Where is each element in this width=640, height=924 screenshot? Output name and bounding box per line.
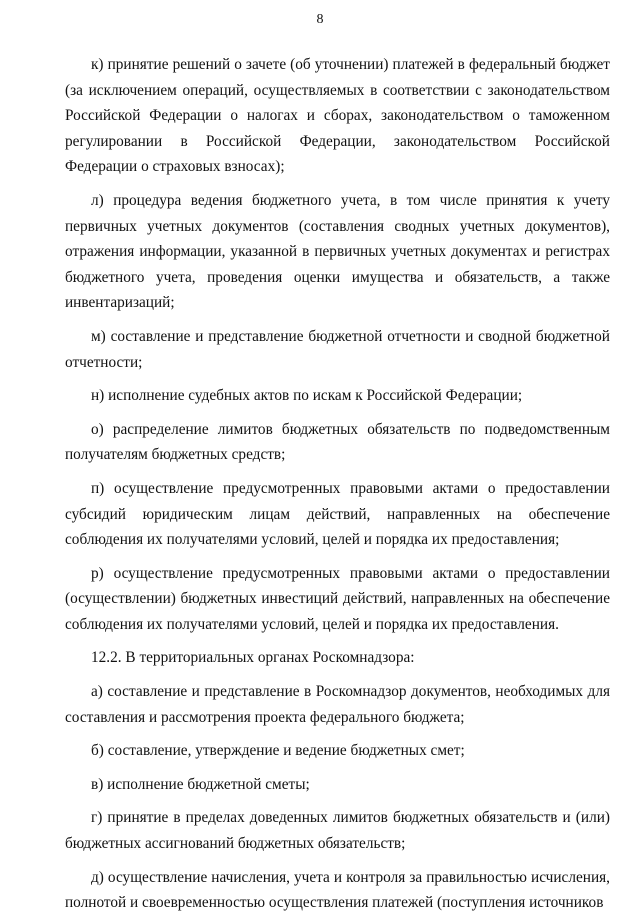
paragraph-k: к) принятие решений о зачете (об уточнении) платежей в федеральный бюджет (за исключением операций, осуществляемых в соответствии с законодательством Российской Федерации о налогах и сборах, законодательством о таможенном регулировании в Российской Федерации, законодательством Российской Федерации о страховых взносах); [65, 56, 610, 176]
paragraph-g: г) принятие в пределах доведенных лимитов бюджетных обязательств и (или) бюджетных ассигнований бюджетных обязательств; [65, 809, 610, 853]
paragraph-d: д) осуществление начисления, учета и контроля за правильностью исчисления, полнотой и своевременностью осуществления платежей (поступления источников [65, 868, 610, 912]
paragraph-n: н) исполнение судебных актов по искам к Российской Федерации; [91, 387, 523, 405]
document-body [65, 52, 610, 924]
paragraph-l: л) процедура ведения бюджетного учета, в том числе принятия к учету первичных учетных документов (составления сводных учетных документов), отражения информации, указанной в первичных учетных документах и регистрах бюджетного учета, проведения оценки имущества и обязательств, а также инвентаризаций; [65, 191, 610, 312]
paragraph-v: в) исполнение бюджетной сметы; [91, 775, 310, 793]
paragraph-b: б) составление, утверждение и ведение бюджетных смет; [91, 742, 465, 760]
paragraph-m: м) составление и представление бюджетной отчетности и сводной бюджетной отчетности; [65, 327, 610, 371]
paragraph-r: р) осуществление предусмотренных правовыми актами о предоставлении (осуществлении) бюджетных инвестиций действий, направленных на обеспечение соблюдения их получателями условий, целей и порядка их предоставления. [65, 564, 610, 633]
page-number: 8 [316, 12, 324, 27]
paragraph-a: а) составление и представление в Роскомнадзор документов, необходимых для составления и рассмотрения проекта федерального бюджета; [65, 683, 610, 726]
paragraph-p: п) осуществление предусмотренных правовыми актами о предоставлении субсидий юридическим лицам действий, направленных на обеспечение соблюдения их получателями условий, целей и порядка их предоставления; [65, 479, 610, 549]
paragraph-o: о) распределение лимитов бюджетных обязательств по подведомственным получателям бюджетных средств; [65, 420, 610, 464]
section-heading-12-2: 12.2. В территориальных органах Роскомнадзора: [91, 649, 415, 667]
